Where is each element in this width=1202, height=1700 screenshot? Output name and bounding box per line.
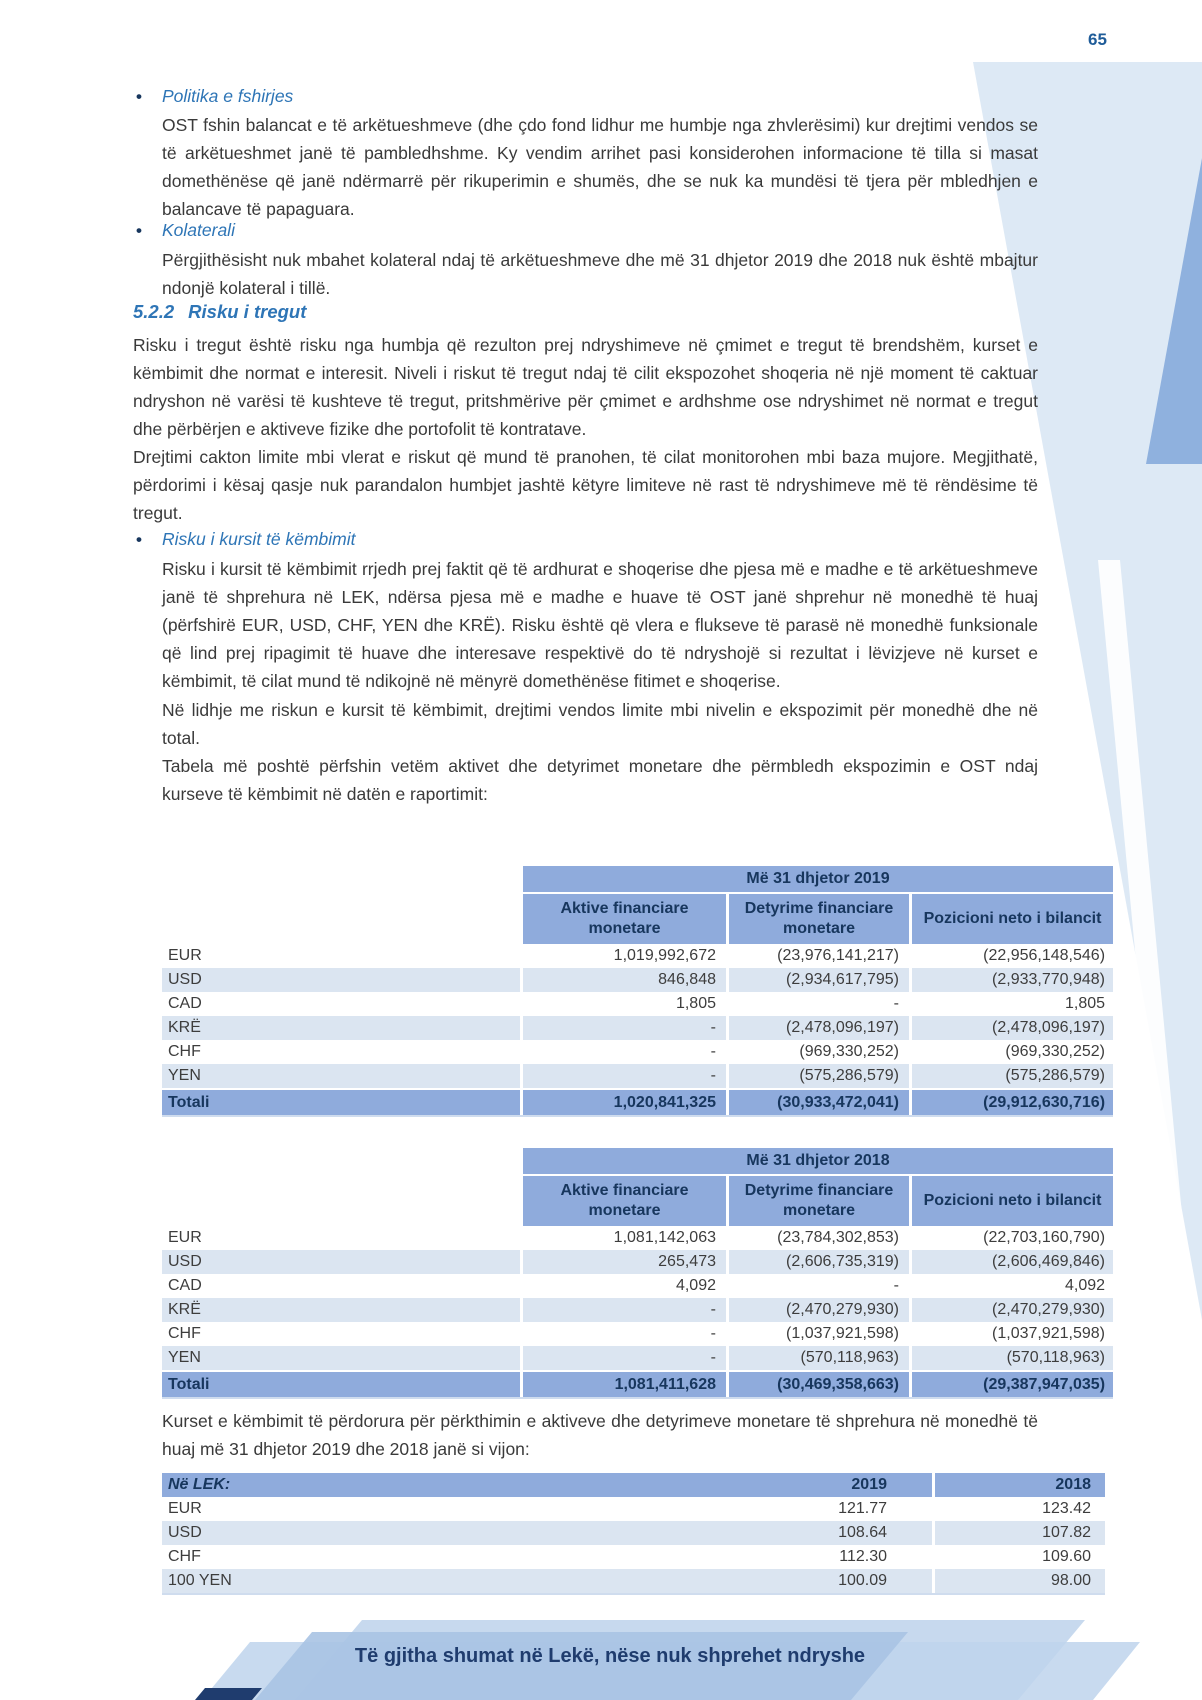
- row-label: EUR: [168, 947, 202, 964]
- cell-value: (2,470,279,930): [726, 1298, 909, 1322]
- column-header-aktive: Aktive financiare monetare: [520, 1176, 726, 1226]
- paragraph-fx-2: Në lidhje me riskun e kursit të këmbimit, drejtimi vendos limite mbi nivelin e ekspozimit për monedhë dhe në total.: [162, 700, 1038, 748]
- cell-value: (2,478,096,197): [726, 1016, 909, 1040]
- cell-value: 98.00: [932, 1569, 1105, 1593]
- cell-value: 4,092: [909, 1274, 1113, 1298]
- column-header-detyrime: Detyrime financiare monetare: [726, 894, 909, 944]
- page-number: 65: [1088, 30, 1107, 49]
- cell-value: (30,469,358,663): [726, 1370, 909, 1397]
- cell-value: (969,330,252): [726, 1040, 909, 1064]
- table-data-row: [162, 1569, 1105, 1593]
- cell-value: 1,020,841,325: [520, 1088, 726, 1115]
- table-title-row: [162, 866, 1113, 894]
- cell-value: (2,478,096,197): [909, 1016, 1113, 1040]
- table-data-row: [162, 1545, 1105, 1569]
- table-subheader-row: [162, 1176, 1113, 1226]
- table-data-row: [162, 944, 1113, 968]
- paragraph-politika-body: OST fshin balancat e të arkëtueshmeve (dhe çdo fond lidhur me humbje nga zhvlerësimi) kur drejtimi vendos se të arkëtueshmet janë të pambledhshme. Ky vendim arrihet pasi konsiderohen informacione të tilla si masat domethënëse që janë ndërmarrë për rikuperimin e shumës, dhe se nuk ka mundësi të tjera për mbledhjen e balancave të papaguara.: [162, 115, 1038, 219]
- section-number: 5.2.2: [133, 301, 175, 322]
- table-data-row: [162, 1040, 1113, 1064]
- paragraph-fx-3: Tabela më poshtë përfshin vetëm aktivet dhe detyrimet monetare dhe përmbledh ekspozimin e OST ndaj kurseve të këmbimit në datën e raportimit:: [162, 756, 1038, 804]
- bullet-title-risku-kursit: Risku i kursit të këmbimit: [162, 529, 356, 549]
- table-data-row: [162, 1016, 1113, 1040]
- cell-value: 123.42: [932, 1497, 1105, 1521]
- cell-value: (2,606,735,319): [726, 1250, 909, 1274]
- table-title: Më 31 dhjetor 2019: [520, 866, 1113, 894]
- paragraph-fx-1: Risku i kursit të këmbimit rrjedh prej faktit që të ardhurat e shoqerise dhe pjesa më e madhe e të arkëtueshmeve janë të shprehura në LEK, ndërsa pjesa më e madhe e huave të OST janë shprehur në monedhë të huaj (përfshirë EUR, USD, CHF, YEN dhe KRË). Risku është që vlera e flukseve të parasë në monedhë funksionale që lind prej ripagimit të huave dhe interesave respektivë do të ndryshojë si rezultat i lëvizjeve në kurset e këmbimit, të cilat mund të ndikojnë në mënyrë domethënëse fitimet e shoqerise.: [162, 559, 1038, 691]
- table-total-row: [162, 1088, 1113, 1115]
- row-label: YEN: [162, 1064, 520, 1088]
- table-data-row: [162, 1226, 1113, 1250]
- row-label: Totali: [162, 1370, 520, 1397]
- cell-value: 108.64: [520, 1521, 932, 1545]
- cell-value: -: [520, 1016, 726, 1040]
- cell-value: (23,976,141,217): [726, 944, 909, 968]
- rates-year-2019: 2019: [520, 1473, 932, 1497]
- rates-label-header: Në LEK:: [162, 1473, 520, 1497]
- cell-value: 107.82: [932, 1521, 1105, 1545]
- cell-value: (22,703,160,790): [909, 1226, 1113, 1250]
- cell-value: 1,805: [909, 992, 1113, 1016]
- row-label: YEN: [162, 1346, 520, 1370]
- row-label: Totali: [162, 1088, 520, 1115]
- cell-value: (575,286,579): [726, 1064, 909, 1088]
- bullet-icon: •: [136, 87, 142, 106]
- table-title: Më 31 dhjetor 2018: [520, 1148, 1113, 1176]
- footer-note: Të gjitha shumat në Lekë, nëse nuk shprehet ndryshe: [354, 1645, 866, 1667]
- row-label: CHF: [168, 1043, 201, 1060]
- cell-value: -: [520, 1064, 726, 1088]
- row-label: EUR: [168, 1500, 202, 1517]
- row-label: CHF: [168, 1548, 201, 1565]
- paragraph-kolaterali-body: Përgjithësisht nuk mbahet kolateral ndaj të arkëtueshmeve dhe më 31 dhjetor 2019 dhe 2018 nuk është mbajtur ndonjë kolateral i tillë.: [162, 250, 1038, 298]
- row-label: KRË: [162, 1016, 520, 1040]
- row-label: USD: [162, 1250, 520, 1274]
- empty-header-cell: [162, 1176, 520, 1226]
- table-subheader-row: [162, 894, 1113, 944]
- table-data-row: [162, 1497, 1105, 1521]
- rates-header-row: [162, 1473, 1105, 1497]
- row-label: CAD: [168, 1277, 202, 1294]
- cell-value: -: [520, 1346, 726, 1370]
- cell-value: 121.77: [838, 1500, 887, 1517]
- empty-header-cell: [162, 1148, 520, 1176]
- table-data-row: [162, 1274, 1113, 1298]
- table-data-row: [162, 1064, 1113, 1088]
- row-label: EUR: [168, 1229, 202, 1246]
- cell-value: (2,933,770,948): [909, 968, 1113, 992]
- bullet-title-kolaterali: Kolaterali: [162, 220, 235, 240]
- cell-value: 1,805: [520, 992, 726, 1016]
- table-data-row: [162, 1346, 1113, 1370]
- row-label: USD: [162, 1521, 520, 1545]
- cell-value: 265,473: [520, 1250, 726, 1274]
- table-data-row: [162, 1521, 1105, 1545]
- table-data-row: [162, 1250, 1113, 1274]
- table-data-row: [162, 968, 1113, 992]
- table-data-row: [162, 1298, 1113, 1322]
- bullet-icon: •: [136, 221, 142, 240]
- paragraph-rates-intro: Kurset e këmbimit të përdorura për përkthimin e aktiveve dhe detyrimeve monetare të shprehura në monedhë të huaj më 31 dhjetor 2019 dhe 2018 janë si vijon:: [162, 1411, 1038, 1459]
- cell-value: 1,081,142,063: [520, 1226, 726, 1250]
- row-label: CAD: [168, 995, 202, 1012]
- cell-value: (2,606,469,846): [909, 1250, 1113, 1274]
- cell-value: -: [726, 1274, 909, 1298]
- table-data-row: [162, 1322, 1113, 1346]
- cell-value: (29,387,947,035): [909, 1370, 1113, 1397]
- empty-header-cell: [162, 866, 520, 894]
- section-heading: [133, 301, 306, 323]
- column-header-aktive: Aktive financiare monetare: [520, 894, 726, 944]
- column-header-detyrime: Detyrime financiare monetare: [726, 1176, 909, 1226]
- cell-value: (1,037,921,598): [726, 1322, 909, 1346]
- cell-value: 4,092: [520, 1274, 726, 1298]
- cell-value: 1,081,411,628: [520, 1370, 726, 1397]
- rates-year-2018: 2018: [932, 1473, 1105, 1497]
- paragraph-risku-tregut-2: Drejtimi cakton limite mbi vlerat e riskut që mund të pranohen, të cilat monitorohen mbi baza mujore. Megjithatë, përdorimi i kësaj qasje nuk parandalon humbjet jashtë këtyre limiteve në rast të ndryshimeve më të rëndësime të tregut.: [133, 447, 1038, 523]
- column-header-pozicioni: Pozicioni neto i bilancit: [909, 1176, 1113, 1226]
- fx-exposure-table-2019: [162, 866, 1113, 1117]
- cell-value: (22,956,148,546): [909, 944, 1113, 968]
- cell-value: (575,286,579): [909, 1064, 1113, 1088]
- cell-value: 1,019,992,672: [520, 944, 726, 968]
- cell-value: (570,118,963): [909, 1346, 1113, 1370]
- cell-value: -: [520, 1298, 726, 1322]
- cell-value: -: [520, 1040, 726, 1064]
- bullet-title-politika-e-fshirjes: Politika e fshirjes: [162, 86, 294, 106]
- column-header-pozicioni: Pozicioni neto i bilancit: [909, 894, 1113, 944]
- cell-value: -: [520, 1322, 726, 1346]
- exchange-rates-table: [162, 1473, 1105, 1595]
- row-label: KRË: [162, 1298, 520, 1322]
- cell-value: -: [726, 992, 909, 1016]
- row-label: USD: [162, 968, 520, 992]
- table-data-row: [162, 992, 1113, 1016]
- paragraph-risku-tregut-1: Risku i tregut është risku nga humbja që rezulton prej ndryshimeve në çmimet e tregut të brendshëm, kurset e këmbimit dhe normat e interesit. Niveli i riskut të tregut ndaj të cilit ekspozohet shoqeria në një moment të caktuar ndryshon në varësi të kushteve të tregut, pritshmërive për çmimet e ardhshme ose ndryshimet në normat e tregut dhe përbërjen e aktiveve fizike dhe portofolit të kontratave.: [133, 335, 1038, 439]
- table-title-row: [162, 1148, 1113, 1176]
- cell-value: 100.09: [520, 1569, 932, 1593]
- row-label: 100 YEN: [162, 1569, 520, 1593]
- cell-value: (23,784,302,853): [726, 1226, 909, 1250]
- cell-value: (570,118,963): [726, 1346, 909, 1370]
- empty-header-cell: [162, 894, 520, 944]
- bullet-icon: •: [136, 530, 142, 549]
- table-total-row: [162, 1370, 1113, 1397]
- cell-value: 112.30: [839, 1548, 887, 1565]
- section-title: Risku i tregut: [188, 301, 307, 322]
- cell-value: (29,912,630,716): [909, 1088, 1113, 1115]
- cell-value: 846,848: [520, 968, 726, 992]
- cell-value: (1,037,921,598): [909, 1322, 1113, 1346]
- cell-value: (2,934,617,795): [726, 968, 909, 992]
- cell-value: (2,470,279,930): [909, 1298, 1113, 1322]
- row-label: CHF: [168, 1325, 201, 1342]
- cell-value: (969,330,252): [909, 1040, 1113, 1064]
- fx-exposure-table-2018: [162, 1148, 1113, 1399]
- cell-value: (30,933,472,041): [726, 1088, 909, 1115]
- cell-value: 109.60: [932, 1545, 1105, 1569]
